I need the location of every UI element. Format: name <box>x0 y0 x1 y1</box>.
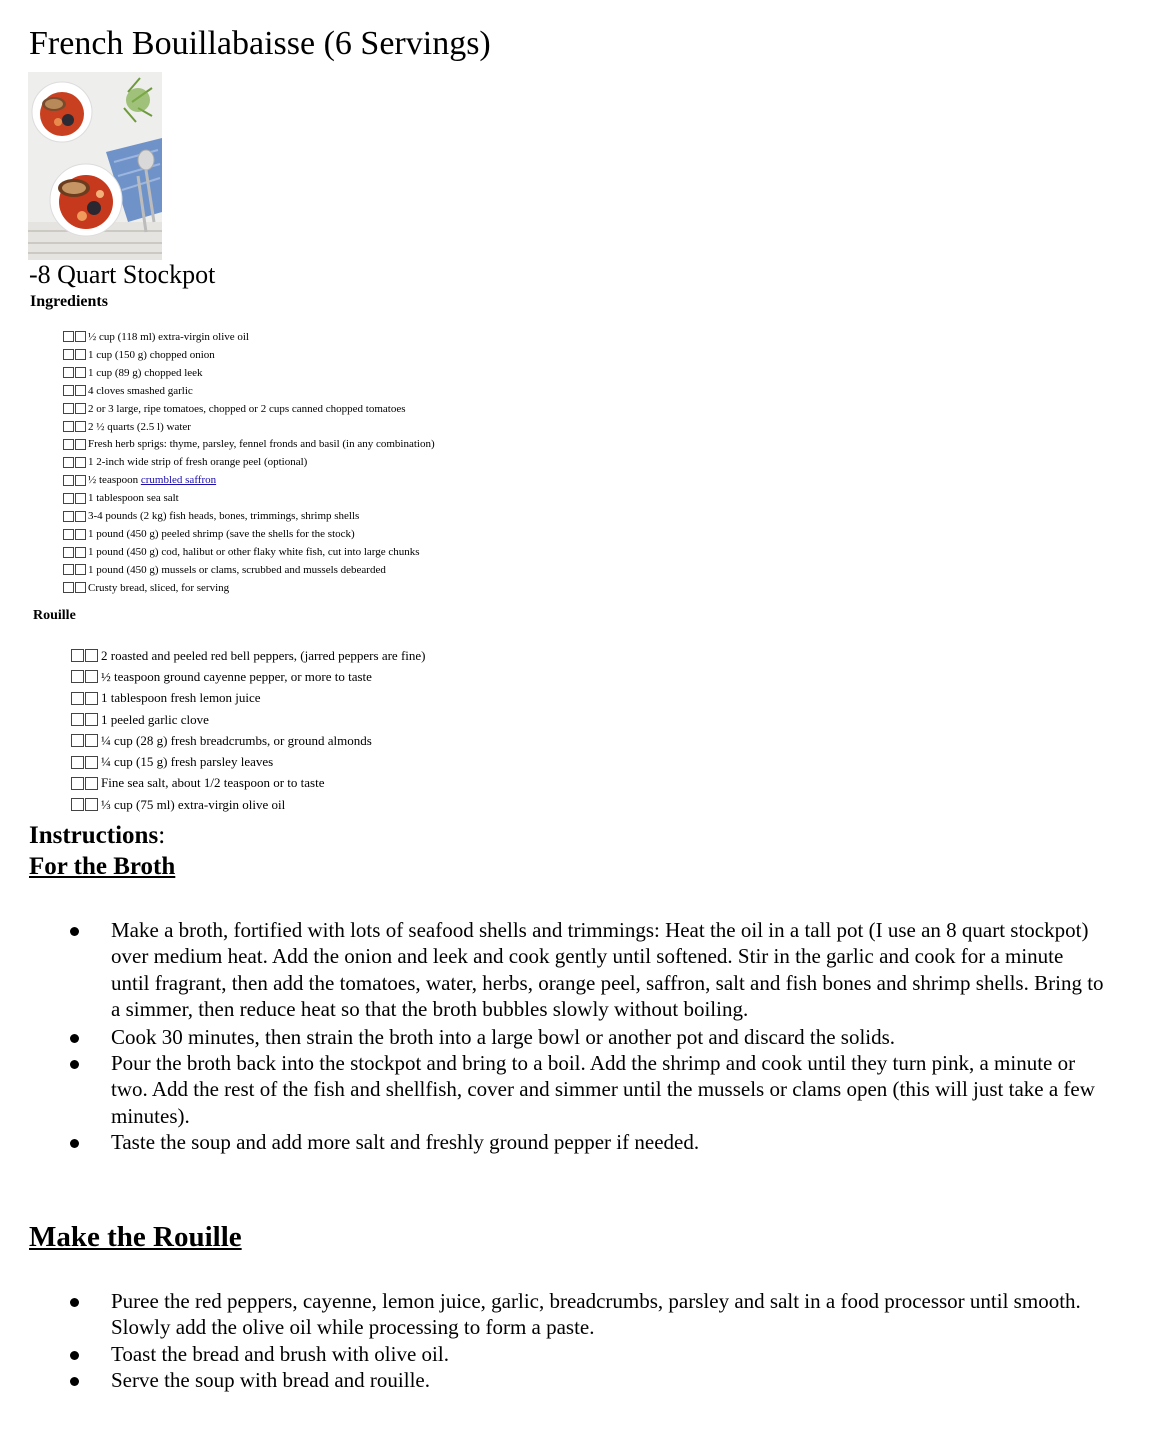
checkbox[interactable] <box>75 385 86 396</box>
checkbox[interactable] <box>75 564 86 575</box>
checkbox[interactable] <box>71 649 84 662</box>
ingredient-text: 1 2-inch wide strip of fresh orange peel (optional) <box>88 456 308 469</box>
checkbox[interactable] <box>63 403 74 414</box>
checkbox[interactable] <box>63 582 74 593</box>
checkbox[interactable] <box>85 734 98 747</box>
bullet-icon <box>70 1034 79 1043</box>
list-item <box>63 543 435 561</box>
list-item <box>0 1288 1106 1341</box>
bullet-icon <box>70 1377 79 1386</box>
instructions-heading <box>29 820 165 852</box>
rouille-heading: Rouille <box>33 608 76 623</box>
instructions-label: Instructions <box>29 822 159 849</box>
list-item <box>63 436 435 454</box>
ingredient-text: ¼ cup (28 g) fresh breadcrumbs, or ground almonds <box>101 732 372 748</box>
checkbox[interactable] <box>71 756 84 769</box>
checkbox[interactable] <box>85 756 98 769</box>
list-item <box>71 751 425 772</box>
list-item <box>0 1129 1106 1155</box>
list-item <box>63 328 435 346</box>
checkbox[interactable] <box>63 529 74 540</box>
checkbox[interactable] <box>63 439 74 450</box>
checkbox[interactable] <box>85 692 98 705</box>
checkbox[interactable] <box>75 349 86 360</box>
step-text: Cook 30 minutes, then strain the broth into a large bowl or another pot and discard the solids. <box>111 1024 896 1049</box>
bullet-icon <box>70 1139 79 1148</box>
ingredient-text: 2 roasted and peeled red bell peppers, (jarred peppers are fine) <box>101 647 426 663</box>
step-text: Puree the red peppers, cayenne, lemon juice, garlic, breadcrumbs, parsley and salt in a food processor until smooth. Slowly add the olive oil while processing to form a paste. <box>111 1289 1081 1340</box>
list-item <box>63 400 435 418</box>
checkbox[interactable] <box>63 331 74 342</box>
checkbox[interactable] <box>63 511 74 522</box>
checkbox[interactable] <box>71 713 84 726</box>
list-item <box>63 453 435 471</box>
checkbox[interactable] <box>71 777 84 790</box>
step-text: Pour the broth back into the stockpot and bring to a boil. Add the shrimp and cook until they turn pink, a minute or two. Add the rest of the fish and shellfish, cover and simmer until the mussels or clams open (this will just take a few minutes). <box>111 1051 1095 1128</box>
checkbox[interactable] <box>75 403 86 414</box>
bouillabaisse-photo <box>28 72 162 260</box>
checkbox[interactable] <box>63 367 74 378</box>
list-item <box>0 917 1106 1023</box>
checkbox[interactable] <box>63 493 74 504</box>
list-item <box>63 364 435 382</box>
checkbox[interactable] <box>63 421 74 432</box>
list-item <box>0 1050 1106 1129</box>
list-item <box>63 561 435 579</box>
ingredient-text: 1 cup (150 g) chopped onion <box>88 348 215 361</box>
checkbox[interactable] <box>63 457 74 468</box>
list-item <box>71 645 425 666</box>
ingredient-text: 1 tablespoon fresh lemon juice <box>101 690 261 706</box>
checkbox[interactable] <box>75 582 86 593</box>
bullet-icon <box>70 1060 79 1069</box>
ingredients-list <box>63 328 435 597</box>
ingredient-text: 2 ½ quarts (2.5 l) water <box>88 420 191 433</box>
bullet-icon <box>70 1298 79 1307</box>
list-item <box>63 489 435 507</box>
ingredient-text: 1 pound (450 g) mussels or clams, scrubbed and mussels debearded <box>88 563 386 576</box>
broth-steps-list <box>0 917 1156 1156</box>
ingredients-heading: Ingredients <box>30 293 108 310</box>
step-text: Serve the soup with bread and rouille. <box>111 1368 430 1393</box>
checkbox[interactable] <box>75 547 86 558</box>
checkbox[interactable] <box>75 331 86 342</box>
rouille-section-heading: Make the Rouille <box>29 1221 242 1253</box>
step-text: Make a broth, fortified with lots of seafood shells and trimmings: Heat the oil in a tall pot (I use an 8 quart stockpot) over medium heat. Add the onion and leek and cook gently until softened. Stir in the garlic and cook for a minute until fragrant, then add the tomatoes, water, herbs, orange peel, saffron, salt and fish bones and shrimp shells. Bring to a simmer, then reduce heat so that the broth bubbles slowly without boiling. <box>111 918 1104 1022</box>
checkbox[interactable] <box>63 547 74 558</box>
list-item <box>63 382 435 400</box>
step-text: Toast the bread and brush with olive oil. <box>111 1341 449 1366</box>
ingredient-prefix: ½ teaspoon <box>88 474 141 487</box>
list-item <box>71 730 425 751</box>
checkbox[interactable] <box>75 457 86 468</box>
ingredient-text: 1 pound (450 g) peeled shrimp (save the shells for the stock) <box>88 528 355 541</box>
list-item <box>63 346 435 364</box>
ingredient-text: 1 tablespoon sea salt <box>88 492 179 505</box>
ingredient-text: ¼ cup (15 g) fresh parsley leaves <box>101 754 274 770</box>
list-item <box>71 794 425 815</box>
checkbox[interactable] <box>85 649 98 662</box>
checkbox[interactable] <box>75 367 86 378</box>
ingredient-text: 1 cup (89 g) chopped leek <box>88 366 203 379</box>
list-item <box>63 418 435 436</box>
ingredient-text: 2 or 3 large, ripe tomatoes, chopped or 2 cups canned chopped tomatoes <box>88 402 406 415</box>
checkbox[interactable] <box>85 670 98 683</box>
ingredient-text: Crusty bread, sliced, for serving <box>88 581 230 594</box>
rouille-ingredients-list <box>71 645 425 815</box>
page-title: French Bouillabaisse (6 Servings) <box>29 25 491 62</box>
ingredient-text: Fresh herb sprigs: thyme, parsley, fennel fronds and basil (in any combination) <box>88 438 435 451</box>
ingredient-text: ½ cup (118 ml) extra-virgin olive oil <box>88 330 249 343</box>
list-item <box>0 1367 1106 1393</box>
checkbox[interactable] <box>71 670 84 683</box>
saffron-link[interactable]: crumbled saffron <box>140 474 217 487</box>
list-item <box>63 579 435 597</box>
ingredient-text: ⅓ cup (75 ml) extra-virgin olive oil <box>101 796 286 812</box>
subtitle: -8 Quart Stockpot <box>29 260 216 289</box>
step-text: Taste the soup and add more salt and freshly ground pepper if needed. <box>111 1130 700 1155</box>
checkbox[interactable] <box>63 385 74 396</box>
list-item <box>0 1341 1106 1367</box>
list-item <box>71 773 425 794</box>
ingredient-text: 4 cloves smashed garlic <box>88 384 193 397</box>
list-item <box>71 666 425 687</box>
checkbox[interactable] <box>75 493 86 504</box>
ingredient-text: 1 pound (450 g) cod, halibut or other flaky white fish, cut into large chunks <box>88 546 420 559</box>
checkbox[interactable] <box>85 713 98 726</box>
rouille-steps-list <box>0 1288 1156 1394</box>
instructions-colon: : <box>158 822 166 849</box>
list-item <box>71 688 425 709</box>
list-item <box>63 471 435 489</box>
checkbox[interactable] <box>75 511 86 522</box>
bullet-icon <box>70 1351 79 1360</box>
ingredient-text: Fine sea salt, about 1/2 teaspoon or to taste <box>101 775 325 791</box>
ingredient-text: 3-4 pounds (2 kg) fish heads, bones, trimmings, shrimp shells <box>88 510 360 523</box>
checkbox[interactable] <box>71 798 84 811</box>
checkbox[interactable] <box>63 349 74 360</box>
ingredient-text: ½ teaspoon ground cayenne pepper, or more to taste <box>101 668 372 684</box>
checkbox[interactable] <box>75 475 86 486</box>
checkbox[interactable] <box>71 734 84 747</box>
checkbox[interactable] <box>75 421 86 432</box>
list-item <box>63 525 435 543</box>
checkbox[interactable] <box>63 475 74 486</box>
checkbox[interactable] <box>85 798 98 811</box>
list-item <box>71 709 425 730</box>
list-item <box>0 1024 1106 1050</box>
checkbox[interactable] <box>71 692 84 705</box>
list-item <box>63 507 435 525</box>
bullet-icon <box>70 927 79 936</box>
checkbox[interactable] <box>63 564 74 575</box>
checkbox[interactable] <box>75 529 86 540</box>
checkbox[interactable] <box>75 439 86 450</box>
ingredient-text: 1 peeled garlic clove <box>101 711 209 727</box>
broth-heading: For the Broth <box>29 853 176 880</box>
checkbox[interactable] <box>85 777 98 790</box>
